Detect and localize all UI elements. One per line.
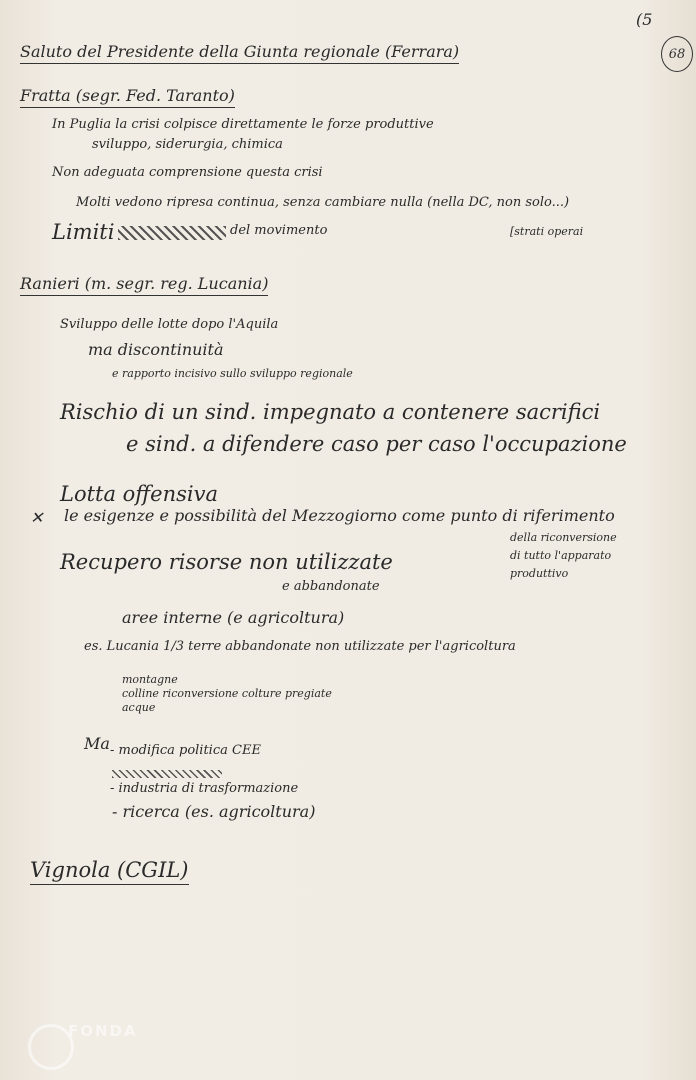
note-line: Non adeguata comprensione questa crisi [52, 165, 323, 180]
note-line: Lotta offensiva [60, 482, 219, 506]
note-line: e rapporto incisivo sullo sviluppo regionale [112, 367, 353, 380]
note-line: [strati operai [510, 225, 584, 238]
note-line: sviluppo, siderurgia, chimica [92, 137, 283, 152]
note-line: Ma [84, 734, 110, 753]
note-line: e sind. a difendere caso per caso l'occupazione [126, 432, 627, 456]
speaker-heading: Vignola (CGIL) [30, 860, 189, 885]
note-line: ma discontinuità [88, 340, 224, 359]
note-line: acque [122, 701, 156, 714]
speaker-heading: Ranieri (m. segr. reg. Lucania) [20, 276, 268, 296]
note-line: - modifica politica CEE [110, 743, 261, 758]
note-line: le esigenze e possibilità del Mezzogiorno come punto di riferimento [64, 506, 615, 525]
note-line: colline riconversione colture pregiate [122, 687, 332, 700]
note-line: produttivo [510, 567, 569, 580]
note-line: Recupero risorse non utilizzate [60, 550, 393, 574]
note-line: - industria di trasformazione [110, 781, 299, 796]
note-line: es. Lucania 1/3 terre abbandonate non utilizzate per l'agricoltura [84, 639, 516, 654]
page-number-stamp [661, 36, 693, 72]
note-line: di tutto l'apparato [510, 549, 612, 562]
page-title: Saluto del Presidente della Giunta regionale (Ferrara) [20, 44, 459, 64]
speaker-heading: Fratta (segr. Fed. Taranto) [20, 88, 235, 108]
note-line: Molti vedono ripresa continua, senza cambiare nulla (nella DC, non solo...) [76, 195, 570, 210]
note-line: Limiti [52, 220, 115, 244]
asterisk-mark: ✕ [30, 508, 44, 527]
corner-mark: (5 [636, 10, 653, 29]
note-line: Rischio di un sind. impegnato a contenere sacrifici [60, 400, 601, 424]
note-line: e abbandonate [282, 579, 380, 594]
note-line: Sviluppo delle lotte dopo l'Aquila [60, 317, 279, 332]
page-number: 68 [668, 46, 686, 62]
note-line: del movimento [230, 223, 328, 238]
scribble-strike [118, 226, 226, 240]
note-line: aree interne (e agricoltura) [122, 608, 345, 627]
note-line: montagne [122, 673, 178, 686]
note-line: della riconversione [510, 531, 617, 544]
note-line: - ricerca (es. agricoltura) [112, 802, 316, 821]
archive-watermark-text: FONDA [68, 1022, 138, 1040]
scribble-strike [112, 770, 222, 778]
note-line: In Puglia la crisi colpisce direttamente le forze produttive [52, 117, 434, 132]
